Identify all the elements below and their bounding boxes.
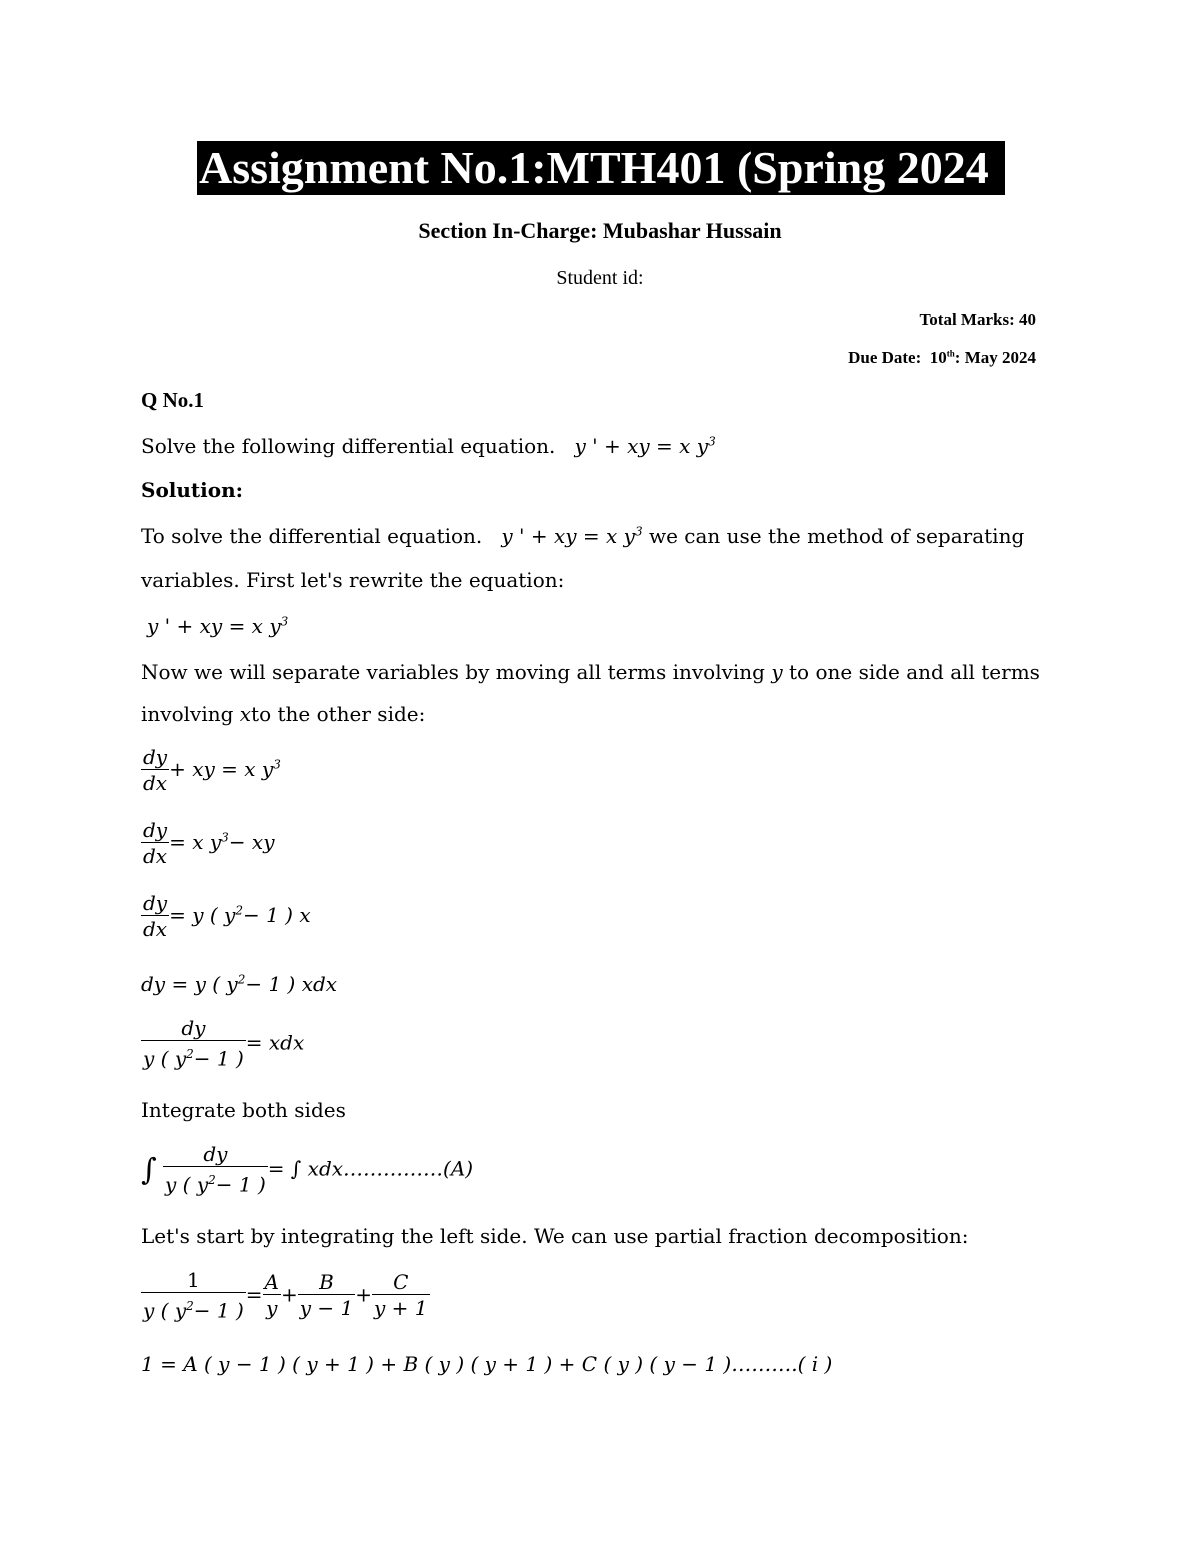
solution-intro-line-2: variables. First let's rewrite the equation:: [141, 568, 565, 592]
question-equation: y ' + xy = x $y^3$: [574, 434, 716, 458]
section-in-charge: Section In-Charge: Mubashar Hussain: [418, 218, 782, 243]
partial-fraction-text: Let's start by integrating the left side. We can use partial fraction decomposition:: [141, 1224, 969, 1248]
equation-step-8: 1 = A ( y − 1 ) ( y + 1 ) + B ( y ) ( y + 1 ) + C ( y ) ( y − 1 )……….( i ): [141, 1352, 833, 1376]
question-text: Solve the following differential equation. y ' + xy = x $y^3$: [141, 434, 716, 458]
equation-step-6: ∫ $\frac{dy}{y ( y^2- 1 )}$ = ∫ xdx……………(A): [141, 1142, 474, 1197]
integrate-text: Integrate both sides: [141, 1098, 346, 1122]
equation-step-3: $\frac{dy}{dx}$ = y ( $y^2- 1$ ) x: [143, 891, 311, 941]
total-marks: Total Marks: 40: [919, 310, 1036, 329]
assignment-title: Assignment No.1:MTH401 (Spring 2024: [197, 141, 1005, 195]
equation-step-1: $\frac{dy}{dx}$ + xy = x $y^3$: [143, 745, 281, 795]
due-date: Due Date: 10th: May 2024: [848, 348, 1036, 367]
equation-step-5: $\frac{dy}{y ( y^2- 1 )}$ = xdx: [143, 1016, 305, 1071]
separate-line-2: involving xto the other side:: [141, 702, 426, 726]
question-label: Q No.1: [141, 388, 204, 412]
rewrite-equation: y ' + xy = x $y^3$: [147, 614, 289, 638]
equation-step-4: dy = y ( $y^2- 1$ ) xdx: [141, 972, 338, 996]
equation-step-2: $\frac{dy}{dx}$ = x $y^3-$ xy: [143, 818, 275, 868]
intro-equation: y ' + xy = x $y^3$: [501, 524, 643, 548]
separate-line-1: Now we will separate variables by moving all terms involving y to one side and all terms: [141, 660, 1040, 684]
solution-intro-line-1: To solve the differential equation. y ' + xy = x $y^3$ we can use the method of separating: [141, 524, 1025, 548]
student-id-label: Student id:: [556, 267, 644, 289]
solution-label: Solution:: [141, 478, 244, 502]
equation-step-7: $\frac{1}{y ( y^2- 1 )}$ = $\frac{A}{y}$ + $\frac{B}{y - 1}$ + $\frac{C}{y + 1}$: [143, 1268, 428, 1323]
